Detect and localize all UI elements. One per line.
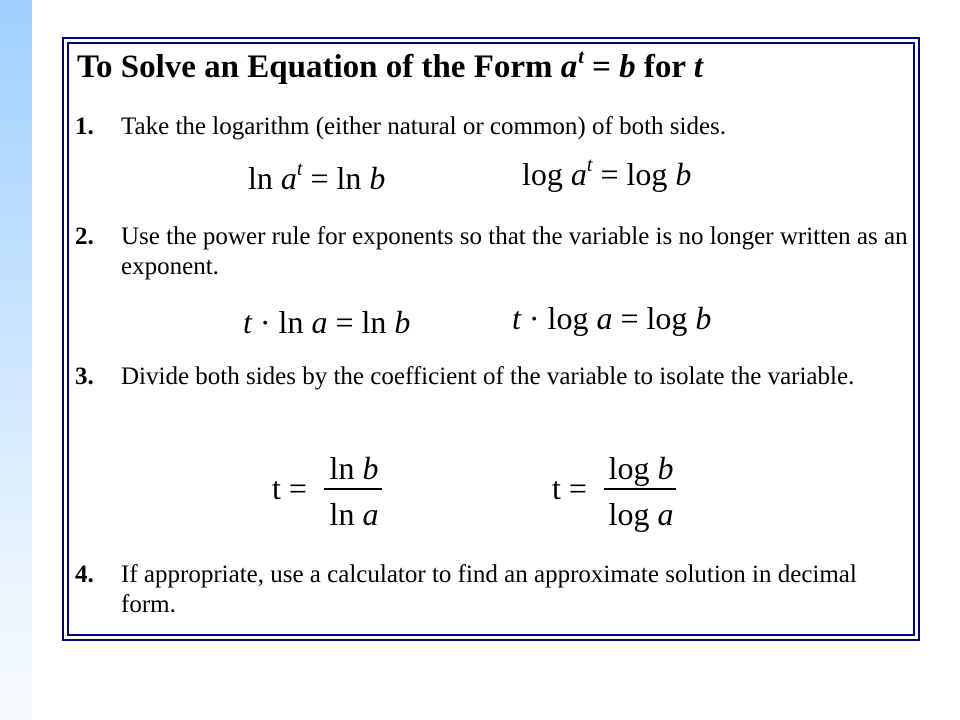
step-3-fraction-log: t = log b log a <box>552 450 692 534</box>
step-number: 3. <box>75 363 94 390</box>
step-1 <box>75 112 915 142</box>
step-3 <box>75 362 915 392</box>
step-text: If appropriate, use a calculator to find an approximate solution in decimal form. <box>121 561 857 618</box>
step-3-fraction-ln: t = ln b ln a <box>272 450 392 534</box>
step-1-equation-ln: $\ln a^t = \ln b$ <box>248 158 386 196</box>
fraction-bar <box>324 488 382 490</box>
title-rhs: b <box>619 49 636 85</box>
step-text: Take the logarithm (either natural or common) of both sides. <box>121 113 727 140</box>
title-base: a <box>560 49 578 85</box>
step-2-equation-ln: t · ln a = ln b <box>243 304 411 340</box>
title-variable: t <box>693 49 703 85</box>
step-number: 2. <box>75 223 94 250</box>
title-exponent: t <box>578 46 584 68</box>
step-1-equation-log: $\log a^t = \log b$ <box>522 154 692 192</box>
side-gradient-band <box>0 0 32 720</box>
step-text: Divide both sides by the coefficient of the variable to isolate the variable. <box>121 363 855 390</box>
step-number: 1. <box>75 113 94 140</box>
page-title: To Solve an Equation of the Form $a^t = b$ for t <box>77 46 703 85</box>
step-2-equation-log: t · log a = log b <box>512 300 712 336</box>
step-text: Use the power rule for exponents so that the variable is no longer written as an exponent. <box>121 223 908 280</box>
step-2 <box>75 222 915 282</box>
fraction-bar <box>604 488 676 490</box>
step-4 <box>75 560 915 620</box>
step-number: 4. <box>75 561 94 588</box>
